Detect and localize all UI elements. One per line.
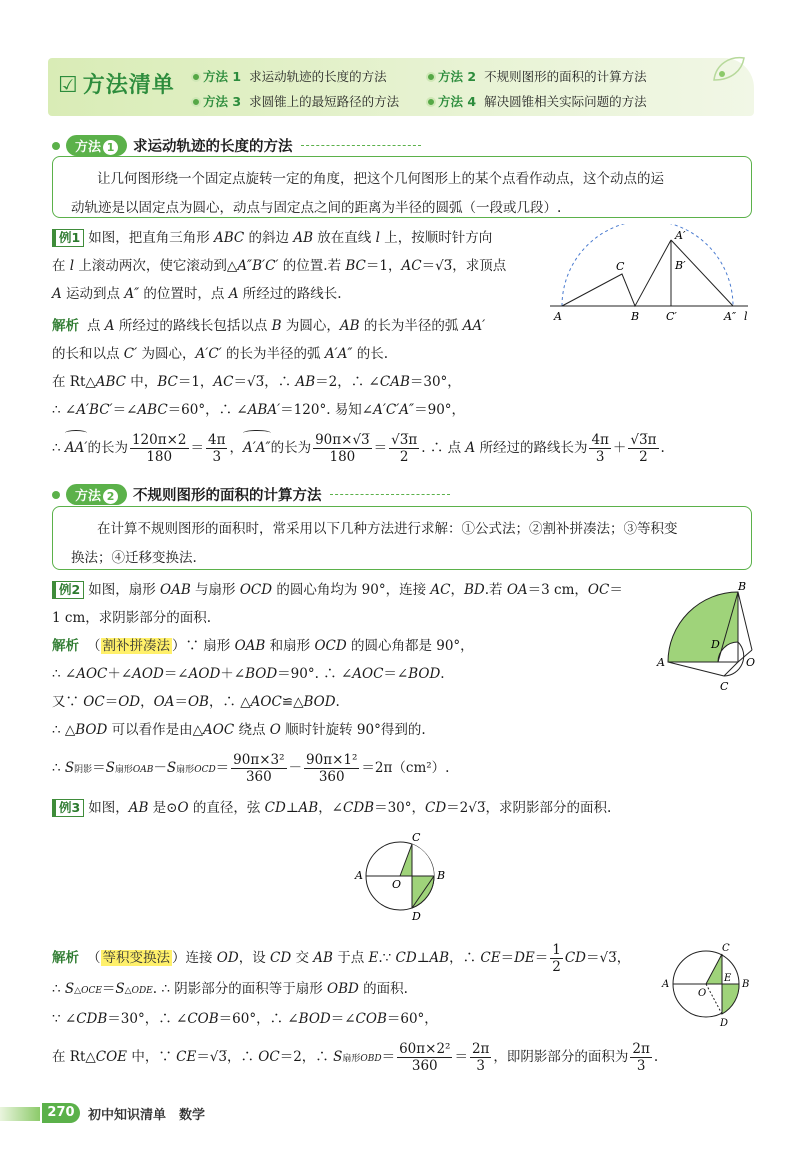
label-a: A <box>554 310 562 323</box>
ex3-solution: 解析 （ 等积变换法 ）连接 OD，设 CD 交 AB 于点 E.∵ CD⊥AB，∴ CE＝DE＝ $\frac{1}{2}$ CD＝√3̅， ∴ S△OCE＝S△ODE. ∴ 阴影部分的面积等于扇形 OBD 的面积. ∵ ∠CDB＝30°，∴ ∠COB＝60°，∴ ∠BOD＝∠COB＝60°， 在 Rt△COE 中，∵ CE＝√3̅，∴ OC＝2，∴ S扇形OBD＝ $\frac{\text{60π×2²}}{360}$ ＝ $\frac{2\pi}{3}$ ，即阴影部分的面积为 $\frac{2\pi}{3}$ . <box>52 942 659 1074</box>
label-a: A <box>355 869 363 882</box>
label-e: E <box>724 973 732 984</box>
method-item-3: 方法 3 求圆锥上的最短路径的方法 <box>191 92 399 110</box>
label-o: O <box>392 878 402 891</box>
label-a: A <box>662 979 670 990</box>
label-d: D <box>412 910 421 922</box>
label-c: C <box>722 943 730 954</box>
ex1-figure <box>546 224 758 324</box>
dot-icon <box>52 491 60 499</box>
method-item-1: 方法 1 求运动轨迹的长度的方法 <box>191 67 387 85</box>
label-d: D <box>711 638 720 651</box>
label-b-prime: B′ <box>675 259 686 272</box>
ex1-question: 例1 如图，把直角三角形 ABC 的斜边 AB 放在直线 l 上，按顺时针方向 在 l 上滚动两次，使它滚动到△A″B′C′ 的位置.若 BC＝1，AC＝√3̅，求顶点 A 运动到点 A″ 的位置时，点 A 所经过的路线长. <box>52 230 507 302</box>
method1-heading: 方法 1 求运动轨迹的长度的方法 <box>52 135 421 157</box>
method-item-4: 方法 4 解决圆锥相关实际问题的方法 <box>426 92 647 110</box>
ex2-solution: 解析 （ 割补拼凑法 ）∵ 扇形 OAB 和扇形 OCD 的圆心角都是 90°， ∴ ∠AOC＋∠AOD＝∠AOD＋∠BOD＝90°. ∴ ∠AOC＝∠BOD. 又∵ OC＝OD，OA＝OB，∴ △AOC≌△BOD. ∴ △BOD 可以看作是由△AOC 绕点 O 顺时针旋转 90°得到的. ∴ S阴影＝S扇形OAB－S扇形OCD＝ $\frac{\text{90π×3²}}{360}$ － $\frac{\text{90π×1²}}{360}$ ＝2π（cm²）. <box>52 638 474 785</box>
method-item-2: 方法 2 不规则图形的面积的计算方法 <box>426 67 647 85</box>
ex3-tag: 例3 <box>52 799 84 817</box>
label-c: C <box>616 260 625 273</box>
bullet-icon <box>191 97 201 107</box>
method1-box <box>52 156 752 218</box>
leaf-icon <box>708 54 748 84</box>
bullet-icon <box>191 72 201 82</box>
ex1-solution: 解析 点 A 所经过的路线长包括以点 B 为圆心，AB 的长为半径的弧 AA′ 的长和以点 C′ 为圆心，A′C′ 的长为半径的弧 A′A″ 的长. 在 Rt△ABC 中，BC＝1，AC＝√3̅，∴ AB＝2，∴ ∠CAB＝30°， ∴ ∠A′BC′＝∠ABC＝60°，∴ ∠ABA′＝120°. 易知∠A′C′A″＝90°， ∴ AA′的长为 $\frac{120\pi\times 2}{180}$ ＝ $\frac{4\pi}{3}$ ，A′A″的长为 $\frac{90\pi\times√3̅}{180}$ ＝ $\frac{√3̅\pi}{2}$ . ∴ 点 A 所经过的路线长为 $\frac{4\pi}{3}$ ＋ $\frac{√3̅\pi}{2}$ . <box>52 318 665 465</box>
method2-box <box>52 506 752 570</box>
ex2-jiexi: 解析 <box>52 638 79 654</box>
method2-text-1: 在计算不规则图形的面积时，常采用以下几种方法进行求解：①公式法；②割补拼凑法；③等积变 <box>97 521 678 537</box>
bullet-icon <box>426 72 436 82</box>
banner-title: ☑ 方法清单 <box>58 73 175 98</box>
footer-bar <box>0 1107 40 1121</box>
page-footer <box>0 1103 800 1127</box>
method1-text-2: 动轨迹是以固定点为圆心，动点与固定点之间的距离为半径的圆弧（一段或几段）. <box>71 200 562 216</box>
page-number: 270 <box>42 1103 80 1123</box>
ex3-method-highlight: 等积变换法 <box>102 950 170 966</box>
label-c: C <box>720 680 729 693</box>
label-l: l <box>744 310 748 323</box>
method-list-banner <box>48 58 754 116</box>
label-a-prime: A′ <box>675 229 686 242</box>
book-title: 初中知识清单 数学 <box>88 1108 206 1123</box>
ex2-method-highlight: 割补拼凑法 <box>102 638 170 654</box>
label-b: B <box>738 580 747 593</box>
method2-text-2: 换法；④迁移变换法. <box>71 550 197 566</box>
label-c-prime: C′ <box>666 310 677 323</box>
label-b: B <box>437 869 446 882</box>
ex3-question: 例3 如图，AB 是⊙O 的直径，弦 CD⊥AB，∠CDB＝30°，CD＝2√3̅，求阴影部分的面积. <box>52 794 752 822</box>
label-a-double-prime: A″ <box>724 310 737 323</box>
dot-icon <box>52 142 60 150</box>
label-d: D <box>720 1018 729 1028</box>
label-o: O <box>698 988 707 999</box>
bullet-icon <box>426 97 436 107</box>
ex1-jiexi: 解析 <box>52 318 79 334</box>
ex2-figure <box>654 580 758 694</box>
ex3-jiexi: 解析 <box>52 950 79 966</box>
method1-text-1: 让几何图形绕一个固定点旋转一定的角度，把这个几何图形上的某个点看作动点，这个动点的运 <box>97 171 664 187</box>
method2-heading: 方法 2 不规则图形的面积的计算方法 <box>52 484 450 506</box>
arc-path <box>562 224 733 306</box>
label-b: B <box>742 979 750 990</box>
checkbox-icon: ☑ <box>58 73 79 98</box>
label-c: C <box>412 831 421 844</box>
label-a: A <box>657 656 665 669</box>
ex2-tag: 例2 <box>52 581 84 599</box>
label-b: B <box>631 310 640 323</box>
label-o: O <box>746 656 756 669</box>
ex2-question: 例2 如图，扇形 OAB 与扇形 OCD 的圆心角均为 90°，连接 AC，BD.若 OA＝3 cm，OC＝ 1 cm，求阴影部分的面积. <box>52 582 623 626</box>
ex1-tag: 例1 <box>52 229 84 247</box>
ex3-solution-figure <box>660 940 756 1028</box>
ex3-figure <box>352 830 448 922</box>
